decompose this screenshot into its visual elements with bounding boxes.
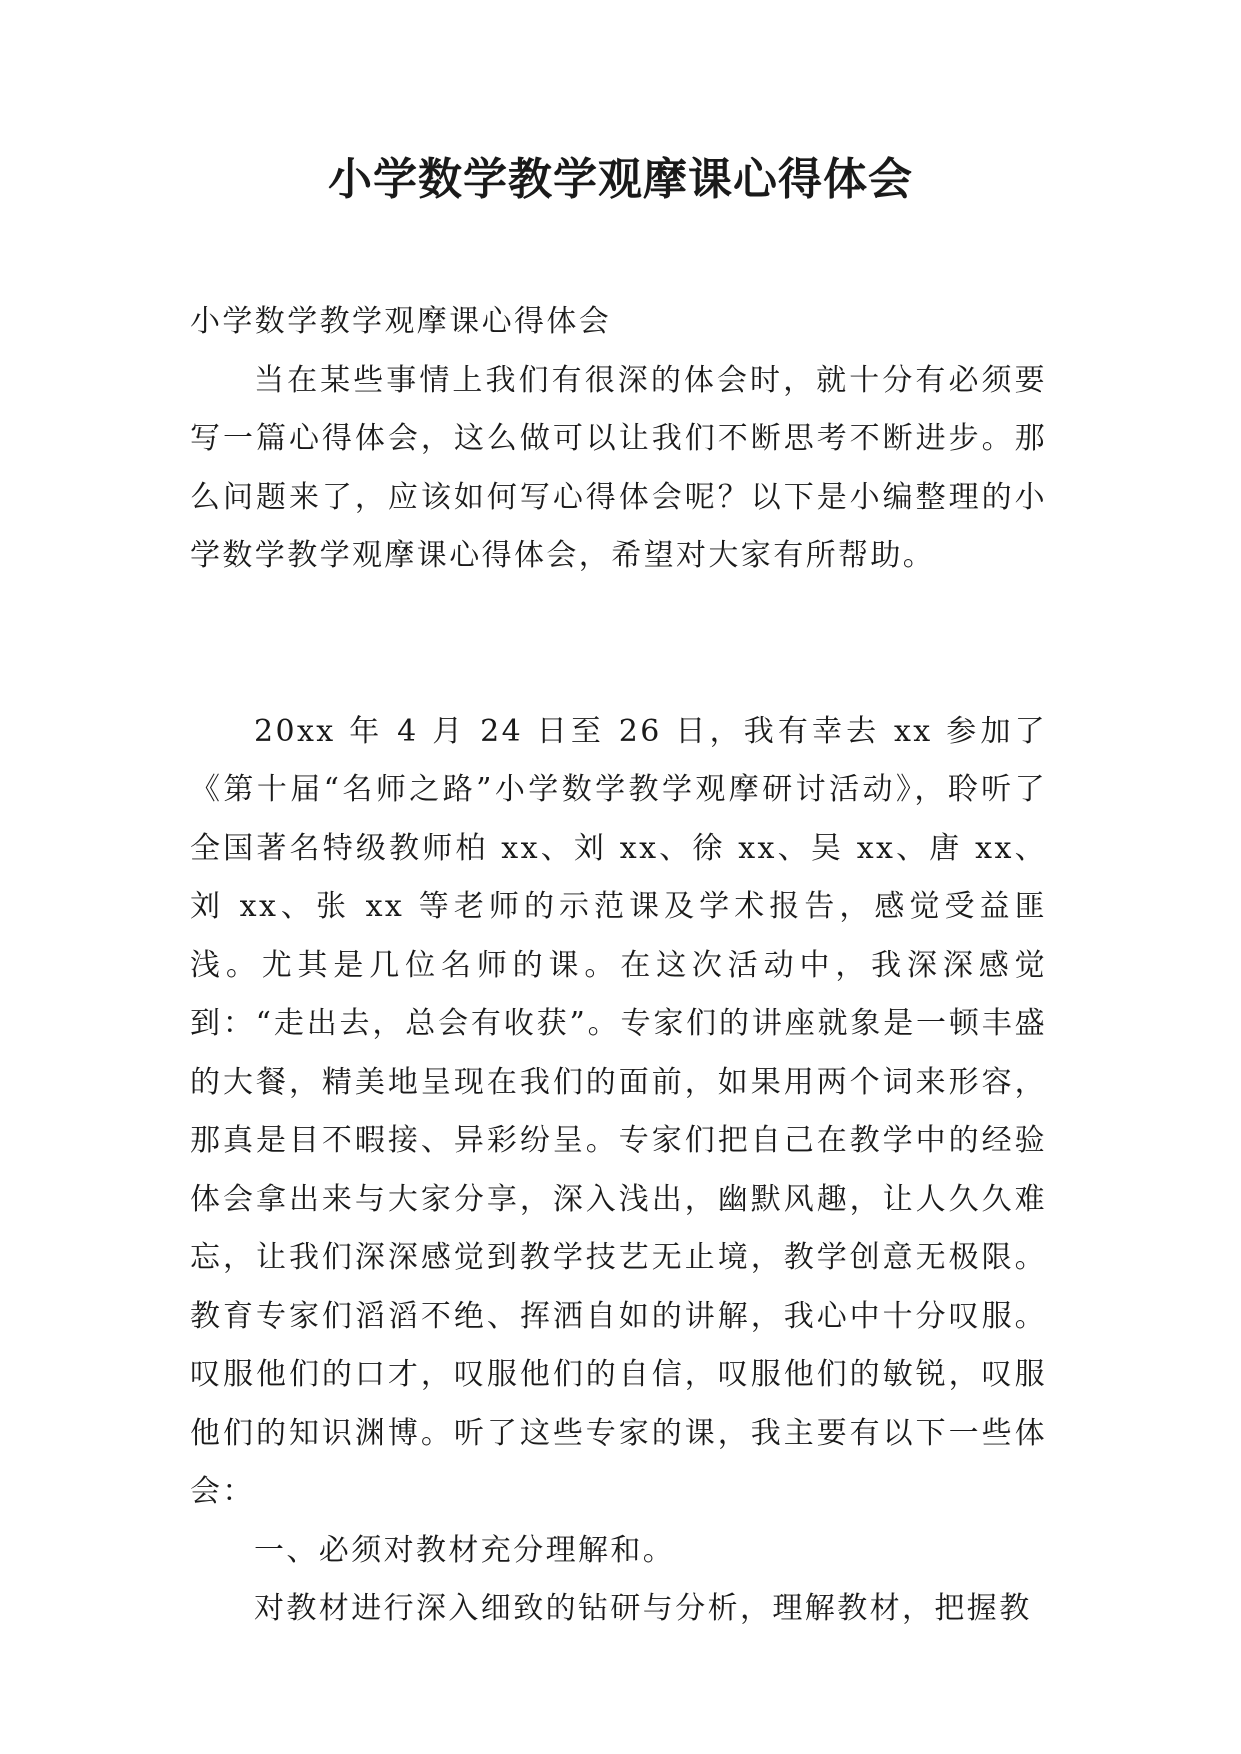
paragraph-spacer (190, 586, 1047, 703)
section-heading: 一、必须对教材充分理解和。 (254, 1532, 676, 1568)
document-subtitle: 小学数学教学观摩课心得体会 (190, 304, 612, 339)
document-body (190, 293, 1047, 1639)
intro-paragraph: 当在某些事情上我们有很深的体会时，就十分有必须要写一篇心得体会，这么做可以让我们不断思考不断进步。那么问题来了，应该如何写心得体会呢？以下是小编整理的小学数学教学观摩课心得体会，希望对大家有所帮助。 (190, 362, 1047, 573)
body-paragraph-continued: 对教材进行深入细致的钻研与分析，理解教材，把握教 (254, 1591, 1032, 1626)
body-paragraph: 20xx 年 4 月 24 日至 26 日，我有幸去 xx 参加了《第十届“名师之路”小学数学教学观摩研讨活动》，聆听了全国著名特级教师柏 xx、刘 xx、徐 xx、吴 xx、唐 xx、刘 xx、张 xx 等老师的示范课及学术报告，感觉受益匪浅。尤其是几位名师的课。在这次活动中，我深深感觉到：“走出去，总会有收获”。专家们的讲座就象是一顿丰盛的大餐，精美地呈现在我们的面前，如果用两个词来形容，那真是目不暇接、异彩纷呈。专家们把自己在教学中的经验体会拿出来与大家分享，深入浅出，幽默风趣，让人久久难忘，让我们深深感觉到教学技艺无止境，教学创意无极限。教育专家们滔滔不绝、挥洒自如的讲解，我心中十分叹服。叹服他们的口才，叹服他们的自信，叹服他们的敏锐，叹服他们的知识渊博。听了这些专家的课，我主要有以下一些体会： (190, 713, 1047, 1509)
document-title: 小学数学教学观摩课心得体会 (328, 154, 913, 205)
